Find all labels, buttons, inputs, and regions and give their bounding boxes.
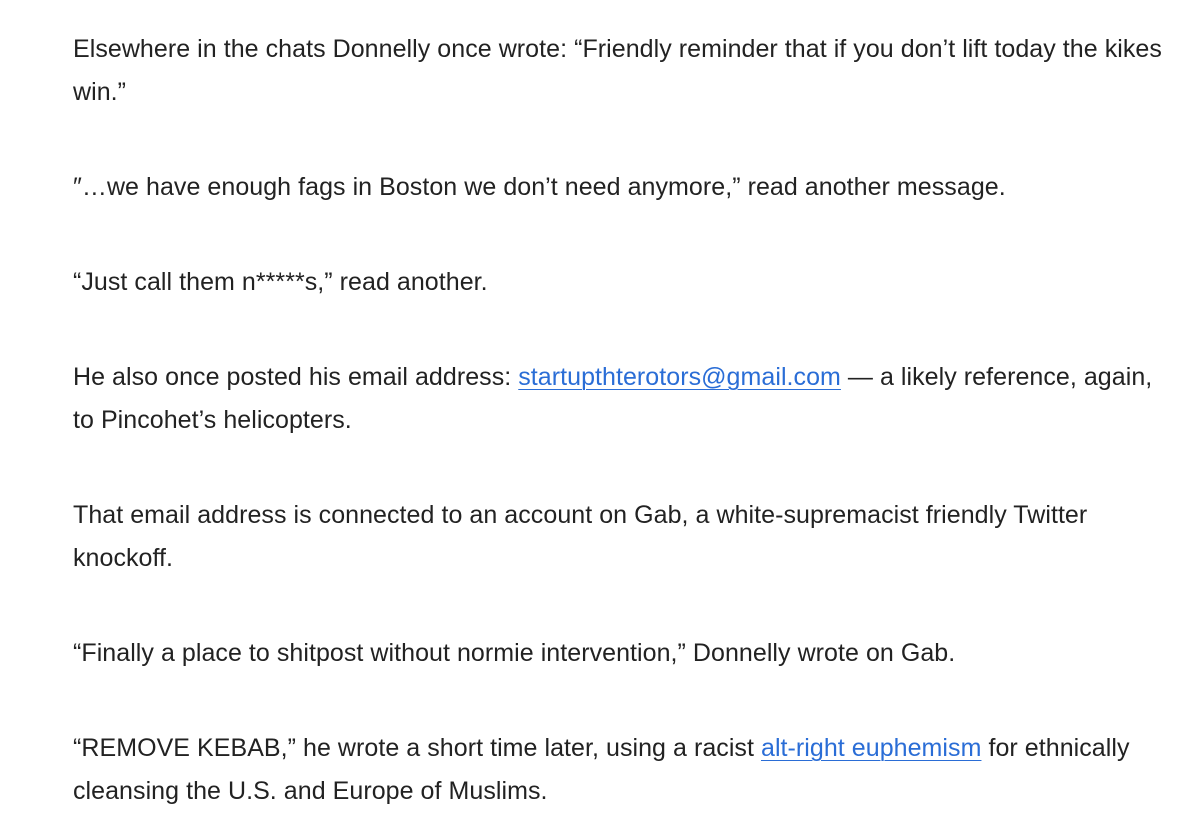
paragraph-boston-quote: ″…we have enough fags in Boston we don’t need anymore,” read another message. <box>73 173 1006 201</box>
alt-right-euphemism-link[interactable]: alt-right euphemism <box>760 734 982 762</box>
paragraph-gab-account: That email address is connected to an account on Gab, a white-supremacist friendly Twitter knockoff. <box>73 501 1088 572</box>
paragraph-shitpost-quote: “Finally a place to shitpost without normie intervention,” Donnelly wrote on Gab. <box>73 639 956 667</box>
paragraph-call-them-quote: “Just call them n*****s,” read another. <box>73 268 488 296</box>
paragraph-remove-kebab <box>73 727 1178 813</box>
email-address-link[interactable]: startupthterotors@gmail.com <box>518 363 841 391</box>
kebab-paragraph-text-after: for ethnically cleansing the U.S. and Europe of Muslims. <box>73 734 1130 805</box>
kebab-paragraph-text-before: “REMOVE KEBAB,” he wrote a short time later, using a racist <box>73 734 761 762</box>
paragraph-lift-quote: Elsewhere in the chats Donnelly once wrote: “Friendly reminder that if you don’t lift today the kikes win.” <box>73 35 1162 106</box>
email-paragraph-text-after: — a likely reference, again, to Pincohet’s helicopters. <box>73 363 1153 434</box>
email-paragraph-text-before: He also once posted his email address: <box>73 363 519 391</box>
paragraph-email-address <box>73 356 1178 442</box>
article-body <box>73 28 1178 813</box>
